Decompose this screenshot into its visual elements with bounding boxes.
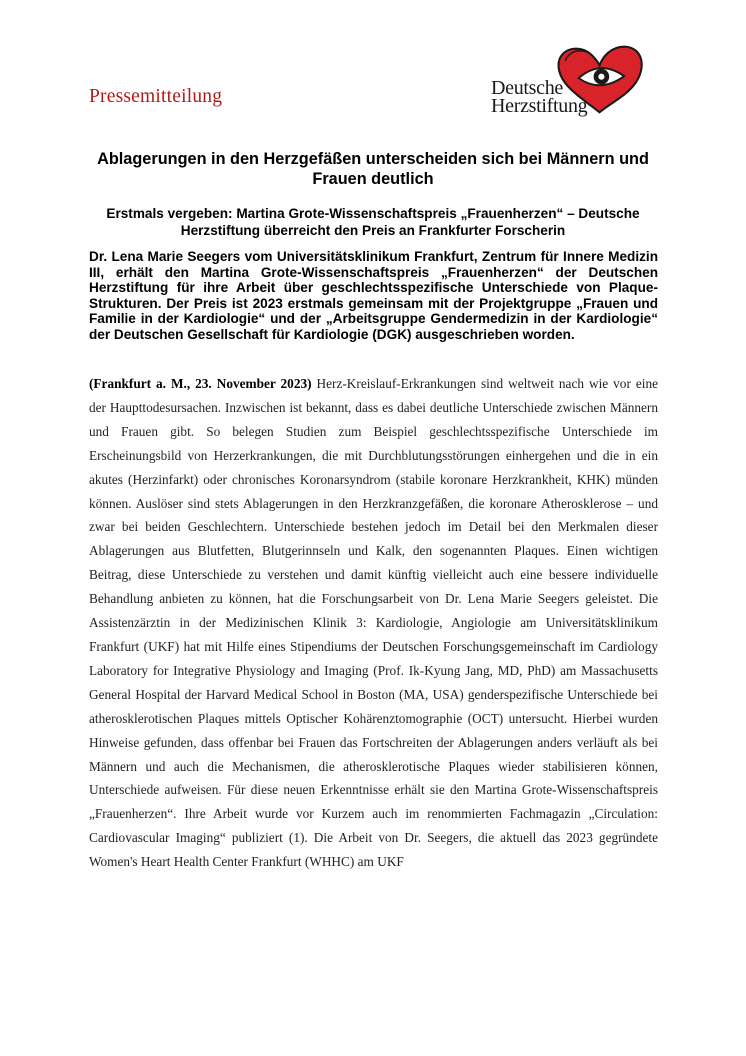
- logo-text-line-1: Deutsche: [491, 77, 564, 99]
- press-release-label: Pressemitteilung: [89, 86, 223, 107]
- body-text: Herz-Kreislauf-Erkrankungen sind weltweit nach wie vor eine der Haupttodesursachen. Inzwischen ist bekannt, dass es dabei deutliche Unterschiede zwischen Männern und Frauen gibt. So belegen Studien zum Beispiel geschlechtsspezifische Unterschiede im Erscheinungsbild von Herzerkrankungen, die mit Durchblutungsstörungen einhergehen und die in ein akutes (Herzinfarkt) oder chronisches Koronarsyndrom (stabile koronare Herzkrankheit, KHK) münden können. Auslöser sind stets Ablagerungen in den Herzkranzgefäßen, die koronare Atherosklerose – und zwar bei beiden Geschlechtern. Unterschiede bestehen jedoch im Detail bei den Merkmalen dieser Ablagerungen aus Blutfetten, Blutgerinnseln und Kalk, den sogenannten Plaques. Einen wichtigen Beitrag, diese Unterschiede zu verstehen und damit künftig vielleicht auch eine bessere individuelle Behandlung anbieten zu können, hat die Forschungsarbeit von Dr. Lena Marie Seegers geleistet. Die Assistenzärztin in der Medizinischen Klinik 3: Kardiologie, Angiologie am Universitätsklinikum Frankfurt (UKF) hat mit Hilfe eines Stipendiums der Deutschen Forschungsgemeinschaft im Cardiology Laboratory for Integrative Physiology and Imaging (Prof. Ik-Kyung Jang, MD, PhD) am Massachusetts General Hospital der Harvard Medical School in Boston (MA, USA) genderspezifische Unterschiede bei atherosklerotischen Plaques mittels Optischer Kohärenztomographie (OCT) untersucht. Hierbei wurden Hinweise gefunden, dass offenbar bei Frauen das Fortschreiten der Ablagerungen anders verläuft als bei Männern und auch die Mechanismen, die atherosklerotische Plaques wieder stabilisieren können, Unterschiede aufweisen. Für diese neuen Erkenntnisse erhält sie den Martina Grote-Wissenschaftspreis „Frauenherzen“. Ihre Arbeit wurde vor Kurzem auch im renommierten Fachmagazin „Circulation: Cardiovascular Imaging“ publiziert (1). Die Arbeit von Dr. Seegers, die aktuell das 2023 gegründete Women's Heart Health Center Frankfurt (WHHC) am UKF: [89, 376, 658, 870]
- headline-title: Ablagerungen in den Herzgefäßen unterscheiden sich bei Männern und Frauen deutlich: [97, 150, 649, 188]
- headline-subtitle: Erstmals vergeben: Martina Grote-Wissenschaftspreis „Frauenherzen“ – Deutsche Herzstiftung überreicht den Preis an Frankfurter Forscherin: [106, 206, 640, 238]
- logo-text-line-2: Herzstiftung: [491, 95, 588, 117]
- lead-paragraph: Dr. Lena Marie Seegers vom Universitätsklinikum Frankfurt, Zentrum für Innere Medizin III, erhält den Martina Grote-Wissenschaftspreis „Frauenherzen“ der Deutschen Herzstiftung für ihre Arbeit über geschlechtsspezifische Unterschiede von Plaque-Strukturen. Der Preis ist 2023 erstmals gemeinsam mit der Projektgruppe „Frauen und Familie in der Kardiologie“ und der „Arbeitsgruppe Gendermedizin in der Kardiologie“ der Deutschen Gesellschaft für Kardiologie (DGK) ausgeschrieben worden.: [89, 249, 658, 342]
- dateline: (Frankfurt a. M., 23. November 2023): [89, 376, 312, 391]
- body-paragraph: [89, 372, 658, 874]
- deutsche-herzstiftung-logo: [488, 40, 658, 120]
